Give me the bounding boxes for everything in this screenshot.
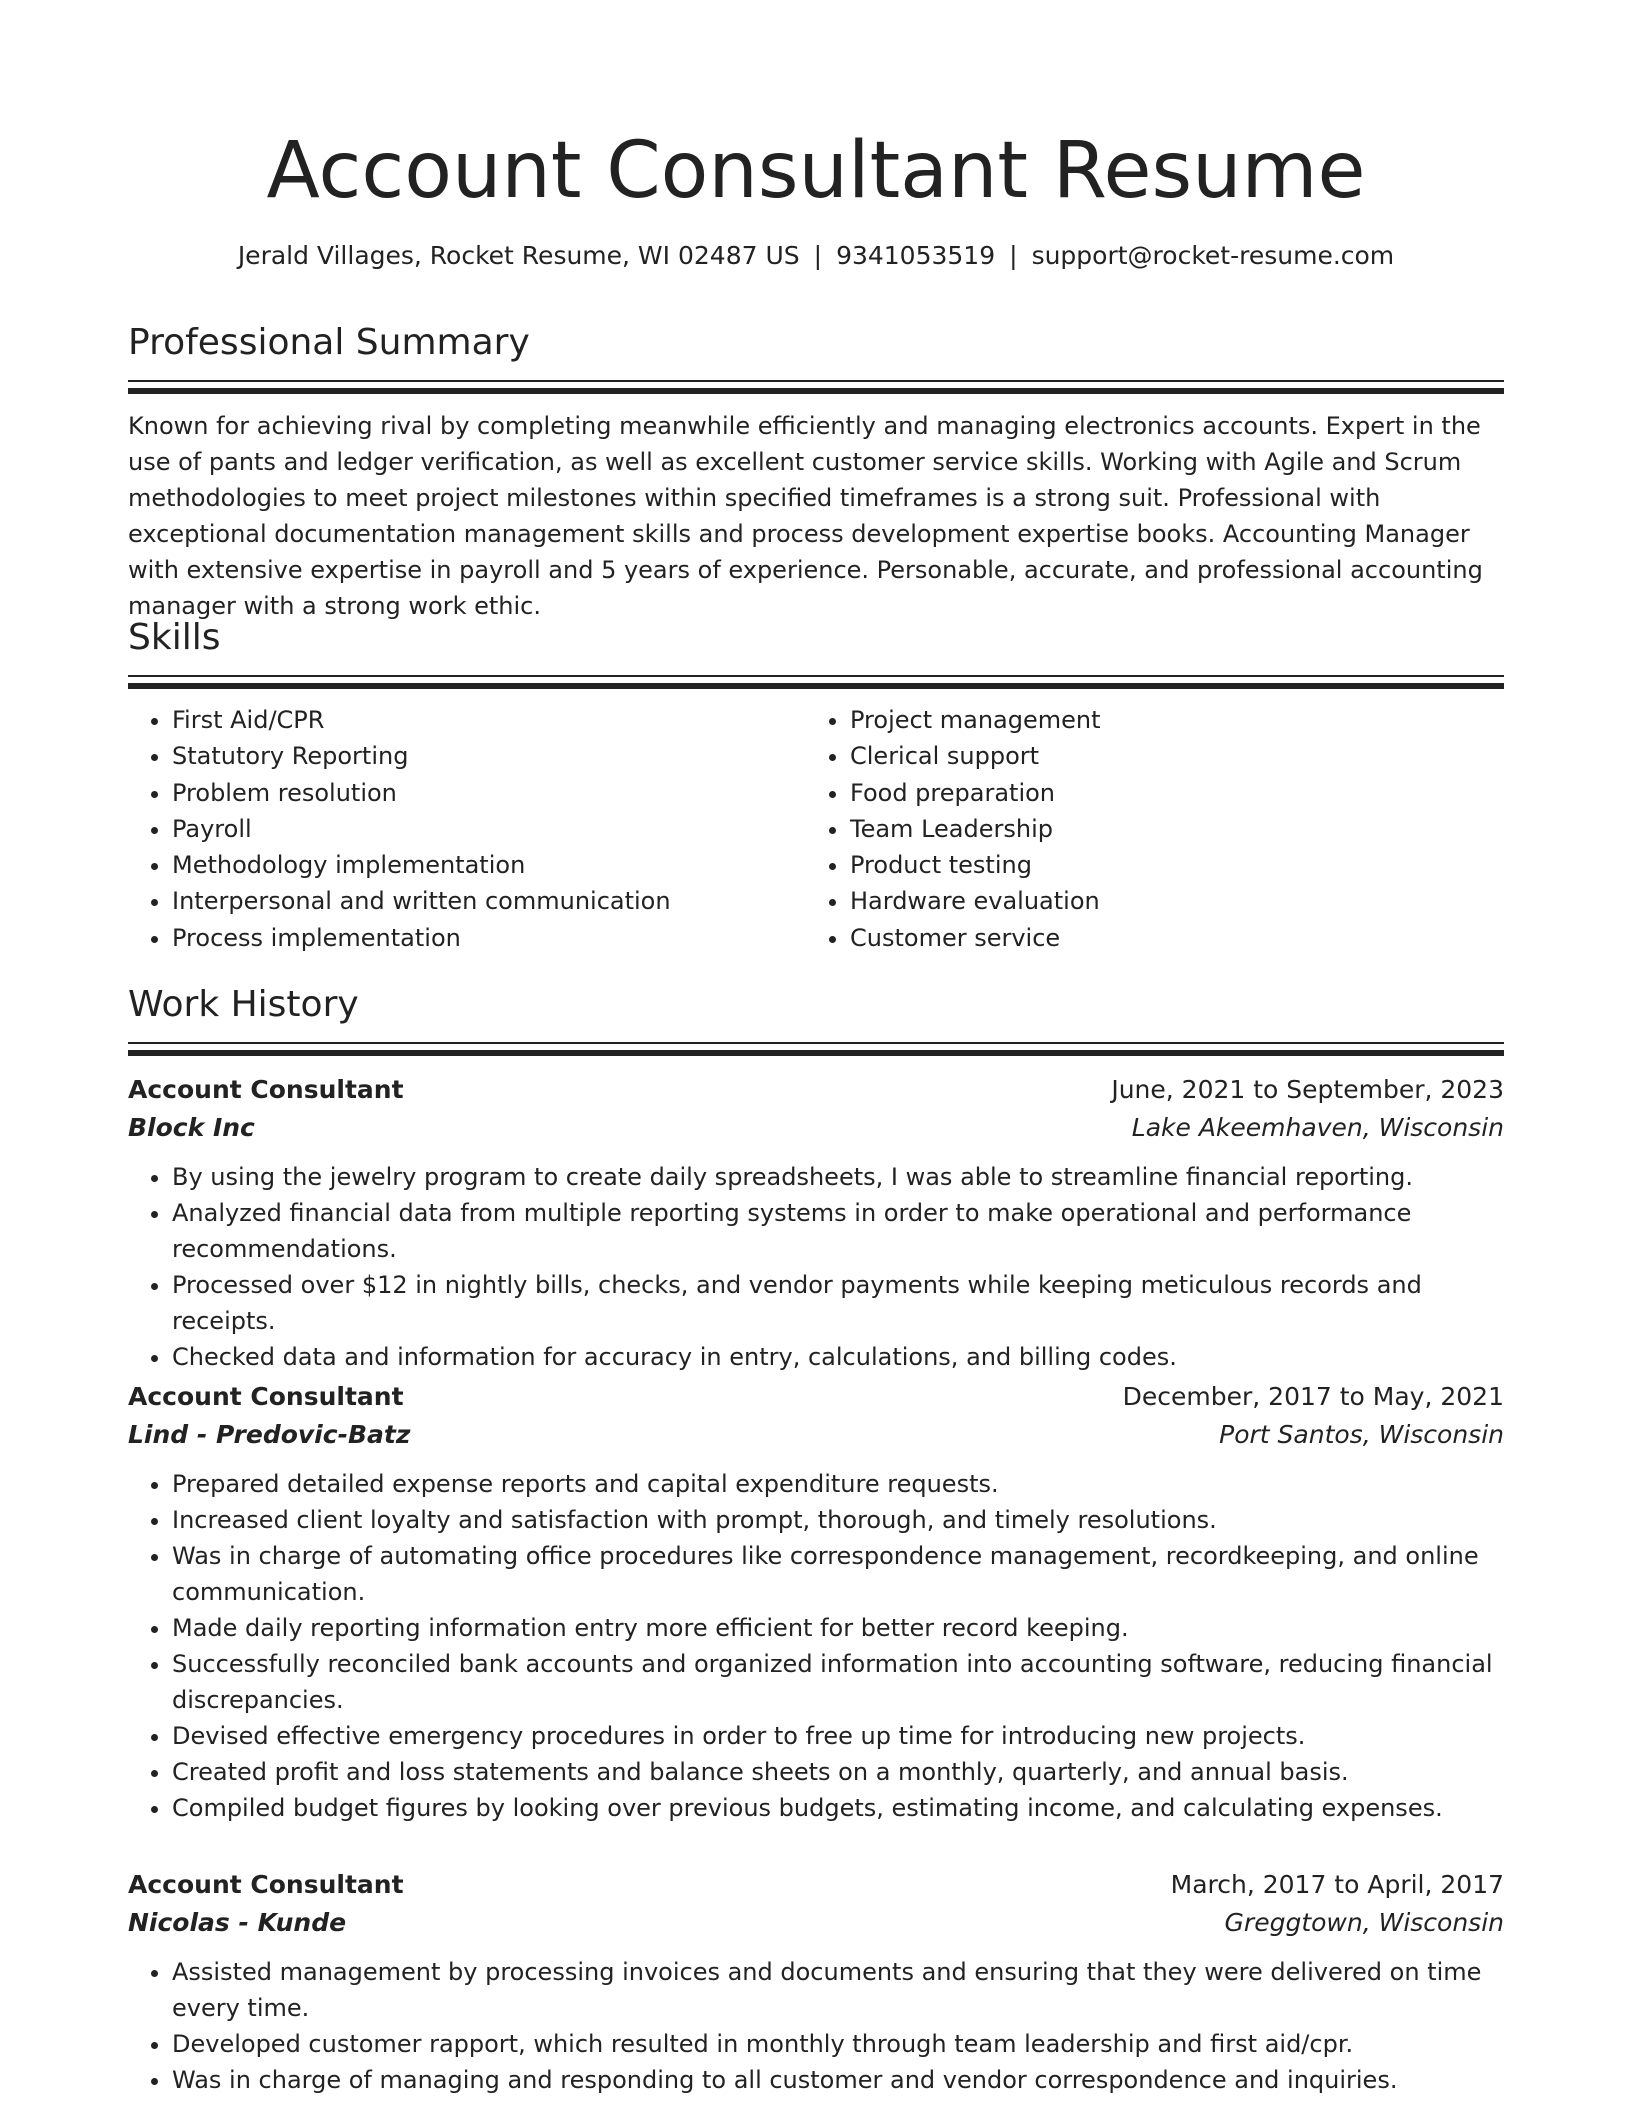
contact-phone: 9341053519 — [836, 241, 996, 270]
job-company-row — [128, 1416, 1504, 1454]
contact-line — [128, 238, 1504, 274]
job-bullet: • Successfully reconciled bank accounts and organized information into accounting software, reducing financial discrepancies. — [172, 1646, 1504, 1718]
skill-item: • First Aid/CPR — [172, 702, 806, 738]
skills-heading: Skills — [128, 617, 221, 658]
summary-section-header — [128, 318, 1504, 394]
job-title: Account Consultant — [128, 1870, 404, 1899]
job-company: Lind - Predovic-Batz — [128, 1420, 411, 1449]
contact-address: Jerald Villages, Rocket Resume, WI 02487 US — [237, 241, 800, 270]
job-bullets — [128, 1159, 1504, 1375]
job-company-row — [128, 1904, 1504, 1942]
skills-column-left — [128, 702, 806, 956]
job-entry — [128, 1071, 1504, 1375]
skill-item: • Process implementation — [172, 920, 806, 956]
contact-separator: | — [813, 241, 823, 270]
job-bullet: • Increased client loyalty and satisfaction with prompt, thorough, and timely resolutions. — [172, 1502, 1504, 1538]
resume-title: Account Consultant Resume — [266, 126, 1366, 216]
skill-item: • Food preparation — [850, 775, 1484, 811]
skill-item: • Methodology implementation — [172, 847, 806, 883]
job-title-row — [128, 1866, 1504, 1904]
job-bullet: • Made daily reporting information entry more efficient for better record keeping. — [172, 1610, 1504, 1646]
contact-separator: | — [1009, 241, 1018, 270]
skills-list — [128, 702, 1504, 956]
skill-item: • Clerical support — [850, 738, 1484, 774]
summary-text: Known for achieving rival by completing meanwhile efficiently and managing electronics accounts. Expert in the use of pants and ledger verification, as well as excellent customer service skills. Working with Agile and Scrum methodologies to meet project milestones within specified timeframes is a strong suit. Professional with exceptional documentation management skills and process development expertise books. Accounting Manager with extensive expertise in payroll and 5 years of experience. Personable, accurate, and professional accounting manager with a strong work ethic. — [128, 412, 1483, 620]
job-dates: June, 2021 to September, 2023 — [1111, 1075, 1504, 1104]
skill-item: • Team Leadership — [850, 811, 1484, 847]
skill-item: • Product testing — [850, 847, 1484, 883]
job-location: Lake Akeemhaven, Wisconsin — [1131, 1113, 1504, 1142]
work-heading: Work History — [128, 984, 359, 1025]
skill-item: • Project management — [850, 702, 1484, 738]
job-company: Block Inc — [128, 1113, 255, 1142]
job-bullet: • Developed customer rapport, which resulted in monthly through team leadership and first aid/cpr. — [172, 2026, 1504, 2062]
contact-email: support@rocket-resume.com — [1031, 241, 1395, 270]
job-bullets — [128, 1466, 1504, 1826]
job-entry — [128, 1866, 1504, 2098]
job-company: Nicolas - Kunde — [128, 1908, 347, 1937]
skills-section-header — [128, 613, 1504, 689]
job-bullet: • Was in charge of managing and responding to all customer and vendor correspondence and inquiries. — [172, 2062, 1504, 2098]
job-bullet: • Created profit and loss statements and balance sheets on a monthly, quarterly, and annual basis. — [172, 1754, 1504, 1790]
job-dates: March, 2017 to April, 2017 — [1170, 1870, 1504, 1899]
job-company-row — [128, 1109, 1504, 1147]
job-bullets — [128, 1954, 1504, 2098]
job-title-row — [128, 1071, 1504, 1109]
job-bullet: • Analyzed financial data from multiple reporting systems in order to make operational and performance recommendations. — [172, 1195, 1504, 1267]
job-bullet: • Prepared detailed expense reports and capital expenditure requests. — [172, 1466, 1504, 1502]
job-bullet: • By using the jewelry program to create daily spreadsheets, I was able to streamline financial reporting. — [172, 1159, 1504, 1195]
job-bullet: • Compiled budget figures by looking over previous budgets, estimating income, and calculating expenses. — [172, 1790, 1504, 1826]
section-divider — [128, 1042, 1504, 1056]
job-title: Account Consultant — [128, 1075, 404, 1104]
skills-column-right — [806, 702, 1484, 956]
skill-item: • Statutory Reporting — [172, 738, 806, 774]
skill-item: • Problem resolution — [172, 775, 806, 811]
skill-item: • Hardware evaluation — [850, 883, 1484, 919]
job-bullet: • Processed over $12 in nightly bills, checks, and vendor payments while keeping meticulous records and receipts. — [172, 1267, 1504, 1339]
job-title-row — [128, 1378, 1504, 1416]
work-section-header — [128, 980, 1504, 1056]
summary-heading: Professional Summary — [128, 322, 530, 363]
job-entry — [128, 1378, 1504, 1826]
job-bullet: • Assisted management by processing invoices and documents and ensuring that they were delivered on time every time. — [172, 1954, 1504, 2026]
job-dates: December, 2017 to May, 2021 — [1122, 1382, 1504, 1411]
section-divider — [128, 675, 1504, 689]
job-title: Account Consultant — [128, 1382, 404, 1411]
job-location: Greggtown, Wisconsin — [1224, 1908, 1504, 1937]
job-bullet: • Checked data and information for accuracy in entry, calculations, and billing codes. — [172, 1339, 1504, 1375]
skill-item: • Payroll — [172, 811, 806, 847]
skill-item: • Customer service — [850, 920, 1484, 956]
job-location: Port Santos, Wisconsin — [1219, 1420, 1504, 1449]
skill-item: • Interpersonal and written communication — [172, 883, 806, 919]
section-divider — [128, 380, 1504, 394]
job-bullet: • Was in charge of automating office procedures like correspondence management, recordkeeping, and online communication. — [172, 1538, 1504, 1610]
job-bullet: • Devised effective emergency procedures in order to free up time for introducing new projects. — [172, 1718, 1504, 1754]
